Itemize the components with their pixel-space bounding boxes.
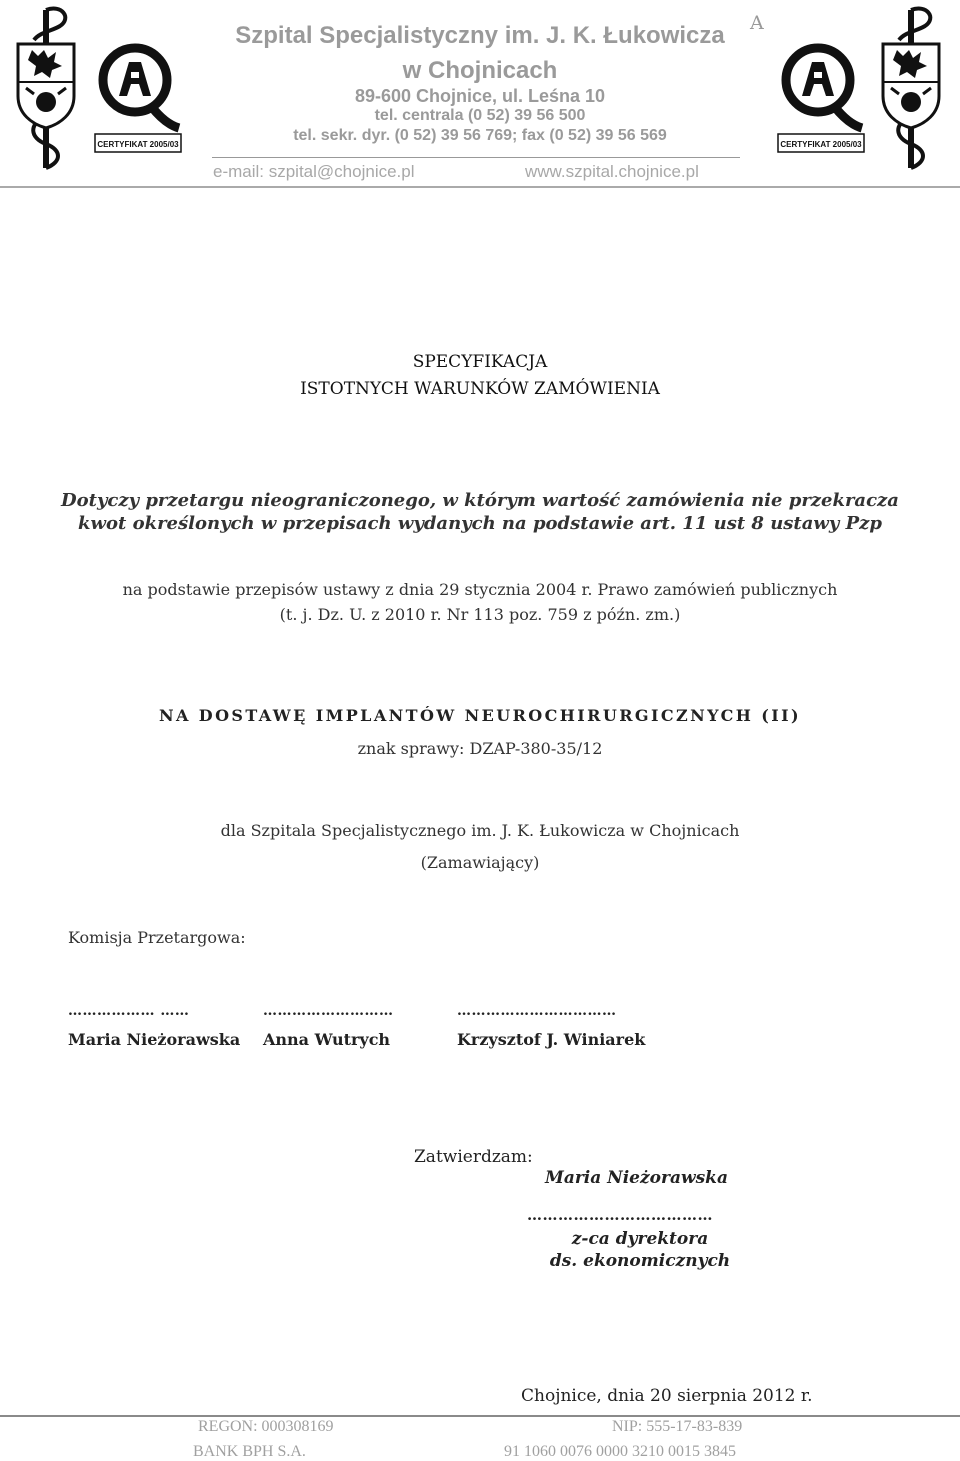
cert-label-left: CERTYFIKAT 2005/03 (97, 140, 179, 149)
contracting-entity: dla Szpitala Specjalistycznego im. J. K. Łukowicza w Chojnicach (220, 821, 740, 840)
document-title-line1: SPECYFIKACJA (412, 352, 548, 372)
contracting-entity-role: (Zamawiający) (420, 853, 540, 872)
commission-label: Komisja Przetargowa: (68, 928, 246, 947)
approval-label: Zatwierdzam: (414, 1147, 533, 1167)
footer-bank: BANK BPH S.A. (193, 1443, 306, 1460)
header-divider-short (212, 157, 740, 158)
approval-signature-line: ……………………………… (527, 1206, 713, 1224)
hospital-website: www.szpital.chojnice.pl (525, 162, 699, 181)
approver-role-line2: ds. ekonomicznych (549, 1251, 731, 1271)
description-line2: kwot określonych w przepisach wydanych na podstawie art. 11 ust 8 ustawy Pzp (78, 513, 882, 534)
legal-basis-line1: na podstawie przepisów ustawy z dnia 29 stycznia 2004 r. Prawo zamówień publicznych (122, 580, 838, 599)
hospital-phone-main: tel. centrala (0 52) 39 56 500 (374, 107, 586, 124)
hospital-email: e-mail: szpital@chojnice.pl (213, 162, 415, 181)
hospital-city: w Chojnicach (402, 57, 558, 84)
legal-basis-line2: (t. j. Dz. U. z 2010 r. Nr 113 poz. 759 z późn. zm.) (279, 605, 681, 624)
hospital-address: 89-600 Chojnice, ul. Leśna 10 (354, 86, 606, 106)
commission-member-2: Anna Wutrych (263, 1030, 391, 1049)
footer-account-number: 91 1060 0076 0000 3210 0015 3845 (504, 1443, 736, 1460)
place-and-date: Chojnice, dnia 20 sierpnia 2012 r. (521, 1386, 813, 1406)
commission-member-3: Krzysztof J. Winiarek (457, 1030, 646, 1049)
caduceus-crest-logo-left (12, 4, 80, 172)
cert-label-right: CERTYFIKAT 2005/03 (780, 140, 862, 149)
signature-line-3: …………………………… (457, 1003, 617, 1019)
footer-nip: NIP: 555-17-83-839 (612, 1418, 743, 1435)
footer-divider (0, 1415, 960, 1417)
corner-mark: A (750, 12, 764, 34)
case-number: znak sprawy: DZAP-380-35/12 (357, 739, 603, 758)
signature-line-2: ……………………… (263, 1003, 394, 1019)
hospital-phone-secretary: tel. sekr. dyr. (0 52) 39 56 769; fax (0 52) 39 56 569 (293, 127, 667, 144)
document-title-line2: ISTOTNYCH WARUNKÓW ZAMÓWIENIA (300, 379, 660, 399)
footer-regon: REGON: 000308169 (198, 1418, 334, 1435)
procurement-subject: NA DOSTAWĘ IMPLANTÓW NEUROCHIRURGICZNYCH (II) (158, 706, 801, 725)
approver-role-line1: z-ca dyrektora (571, 1229, 709, 1249)
hospital-name: Szpital Specjalistyczny im. J. K. Łukowicza (235, 22, 725, 49)
approver-name: Maria Nieżorawska (545, 1168, 728, 1188)
header-divider (0, 186, 960, 188)
commission-member-1: Maria Nieżorawska (68, 1030, 241, 1049)
caduceus-crest-logo-right (877, 4, 945, 172)
signature-line-1: ……………… …… (68, 1003, 190, 1019)
description-line1: Dotyczy przetargu nieograniczonego, w którym wartość zamówienia nie przekracza (61, 490, 899, 511)
